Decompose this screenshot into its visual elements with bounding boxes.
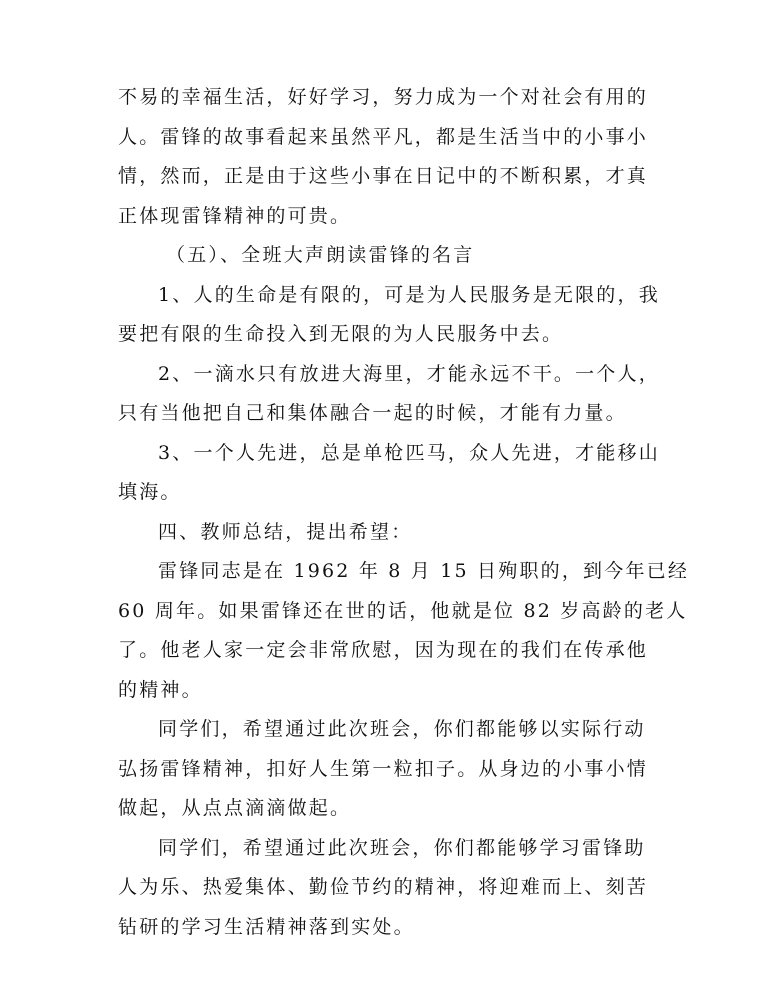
paragraph-line: 只有当他把自己和集体融合一起的时候，才能有力量。 bbox=[118, 402, 627, 424]
paragraph-line: 填海。 bbox=[118, 481, 182, 503]
paragraph-line: 钻研的学习生活精神落到实处。 bbox=[118, 915, 415, 938]
section-heading: （五）、全班大声朗读雷锋的名言 bbox=[166, 244, 475, 266]
paragraph-line: 了。他老人家一定会非常欣慰，因为现在的我们在传承他 bbox=[118, 639, 649, 661]
document-body bbox=[118, 78, 690, 947]
paragraph-line: 60 周年。如果雷锋还在世的话，他就是位 82 岁高龄的老人 bbox=[118, 599, 688, 622]
paragraph-line: 人。雷锋的故事看起来虽然平凡，都是生活当中的小事小 bbox=[118, 125, 649, 148]
paragraph-line: 做起，从点点滴滴做起。 bbox=[118, 797, 352, 819]
paragraph-line: 的精神。 bbox=[118, 678, 203, 701]
paragraph-line: 雷锋同志是在 1962 年 8 月 15 日殉职的，到今年已经 bbox=[158, 560, 690, 582]
paragraph-line: 要把有限的生命投入到无限的为人民服务中去。 bbox=[118, 323, 564, 345]
quote-item: 3、一个人先进，总是单枪匹马，众人先进，才能移山 bbox=[158, 441, 660, 464]
quote-item: 1、人的生命是有限的，可是为人民服务是无限的，我 bbox=[158, 283, 660, 306]
quote-item: 2、一滴水只有放进大海里，才能永远不干。一个人， bbox=[158, 362, 660, 385]
section-heading: 四、教师总结，提出希望： bbox=[158, 520, 413, 543]
paragraph-line: 弘扬雷锋精神，扣好人生第一粒扣子。从身边的小事小情 bbox=[118, 757, 649, 780]
paragraph-line: 正体现雷锋精神的可贵。 bbox=[118, 204, 352, 227]
paragraph-line: 不易的幸福生活，好好学习，努力成为一个对社会有用的 bbox=[118, 86, 649, 108]
paragraph-line: 人为乐、热爱集体、勤俭节约的精神，将迎难而上、刻苦 bbox=[118, 876, 649, 898]
paragraph-line: 同学们，希望通过此次班会，你们都能够学习雷锋助 bbox=[158, 836, 646, 859]
paragraph-line: 同学们，希望通过此次班会，你们都能够以实际行动 bbox=[158, 718, 646, 740]
paragraph-line: 情，然而，正是由于这些小事在日记中的不断积累，才真 bbox=[118, 165, 649, 187]
